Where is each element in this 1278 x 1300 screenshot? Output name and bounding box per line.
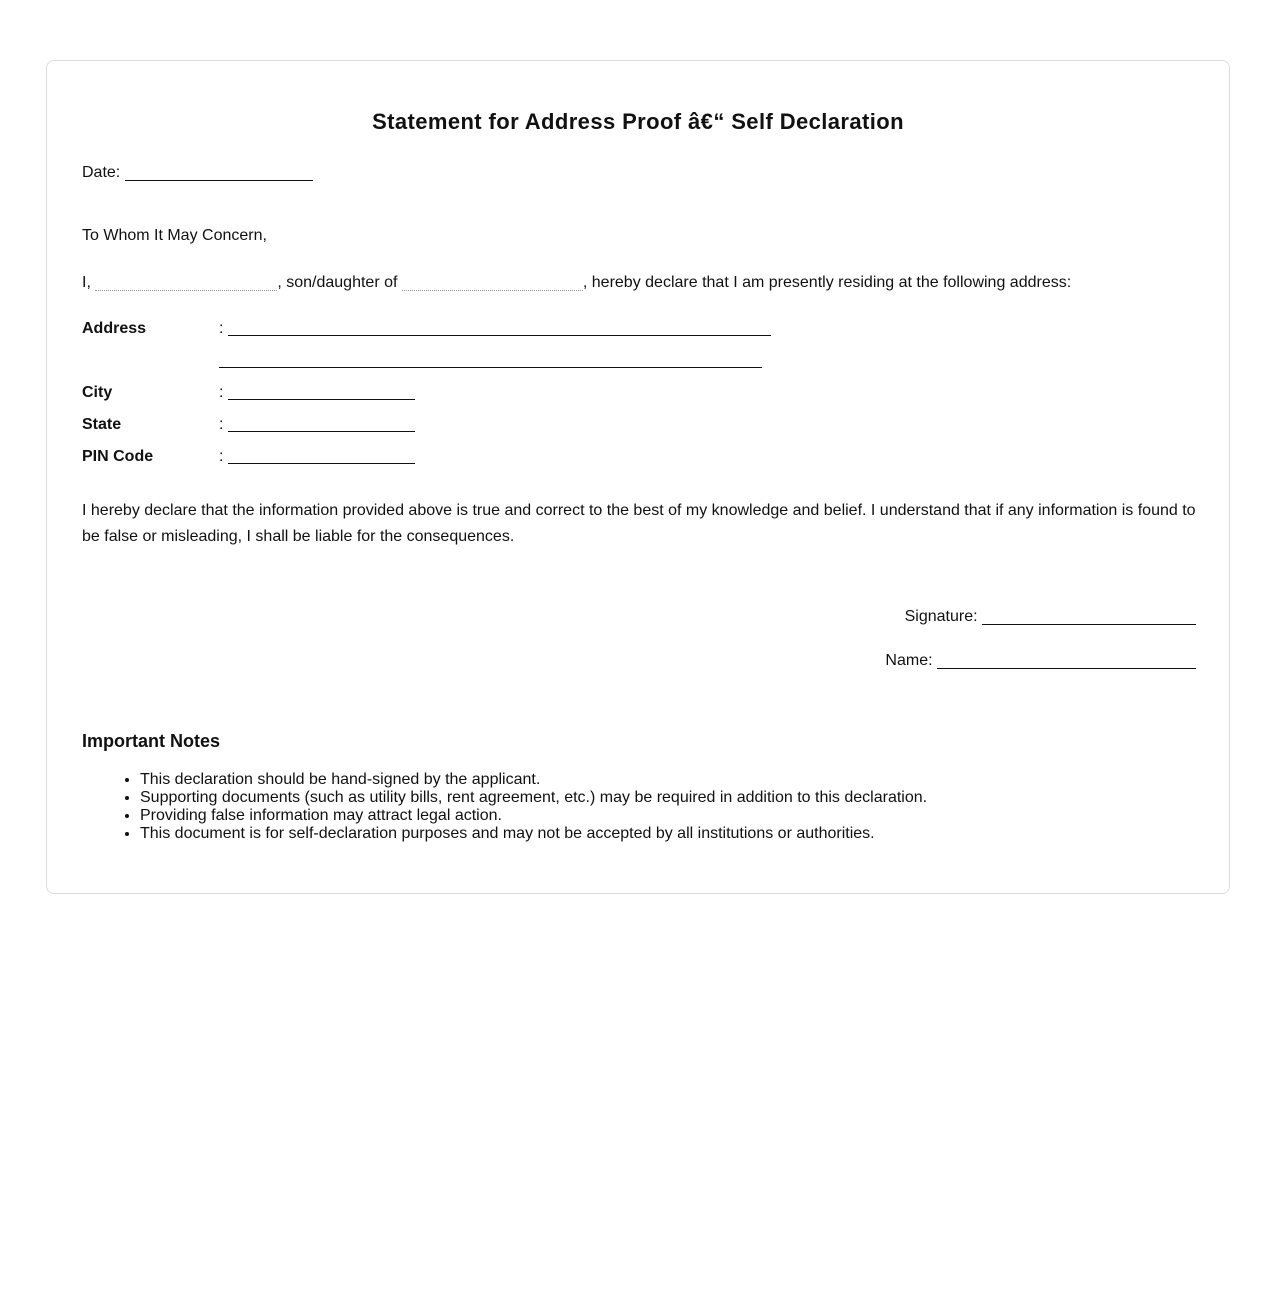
signature-label: Signature: xyxy=(904,608,978,625)
pin-code-line xyxy=(228,463,415,464)
declaration-middle: , son/daughter of xyxy=(277,274,398,291)
address-label: Address xyxy=(82,320,147,337)
date-label: Date: xyxy=(82,164,121,181)
city-label: City xyxy=(82,384,113,401)
address-line-1 xyxy=(228,335,771,336)
applicant-name-blank xyxy=(95,276,277,291)
declaration-prefix: I, xyxy=(82,274,91,291)
salutation: To Whom It May Concern, xyxy=(82,227,267,244)
city-colon: : xyxy=(219,384,224,401)
affirmation-paragraph: I hereby declare that the information provided above is true and correct to the best of my knowledge and belief. I understand that if any information is found to be false or misleading, I shall be liable for the consequences. xyxy=(82,502,1196,545)
state-label: State xyxy=(82,416,122,433)
document-title: Statement for Address Proof â€“ Self Declaration xyxy=(372,109,904,134)
note-item: • This document is for self-declaration purposes and may not be accepted by all institutions or authorities. xyxy=(140,825,927,843)
city-line xyxy=(228,399,415,400)
pin-code-colon: : xyxy=(219,448,224,465)
state-colon: : xyxy=(219,416,224,433)
notes-heading: Important Notes xyxy=(82,731,221,751)
name-label: Name: xyxy=(885,652,933,669)
name-row xyxy=(885,652,1196,670)
state-line xyxy=(228,431,415,432)
declaration-document xyxy=(46,60,1230,894)
pin-code-label: PIN Code xyxy=(82,448,154,465)
signature-row xyxy=(905,608,1196,626)
signature-blank-line xyxy=(982,623,1196,625)
date-row xyxy=(82,164,313,182)
note-item: • Providing false information may attract legal action. xyxy=(140,807,927,825)
declaration-sentence xyxy=(82,272,1071,292)
note-item: • Supporting documents (such as utility bills, rent agreement, etc.) may be required in addition to this declaration. xyxy=(140,789,927,807)
parent-name-blank xyxy=(402,276,583,291)
note-item: • This declaration should be hand-signed by the applicant. xyxy=(140,771,927,789)
date-blank-line xyxy=(125,179,313,181)
declaration-suffix: , hereby declare that I am presently residing at the following address: xyxy=(582,274,1072,291)
name-blank-line xyxy=(937,667,1196,669)
address-colon: : xyxy=(219,320,224,337)
notes-list xyxy=(82,771,927,843)
address-line-2 xyxy=(219,367,762,368)
